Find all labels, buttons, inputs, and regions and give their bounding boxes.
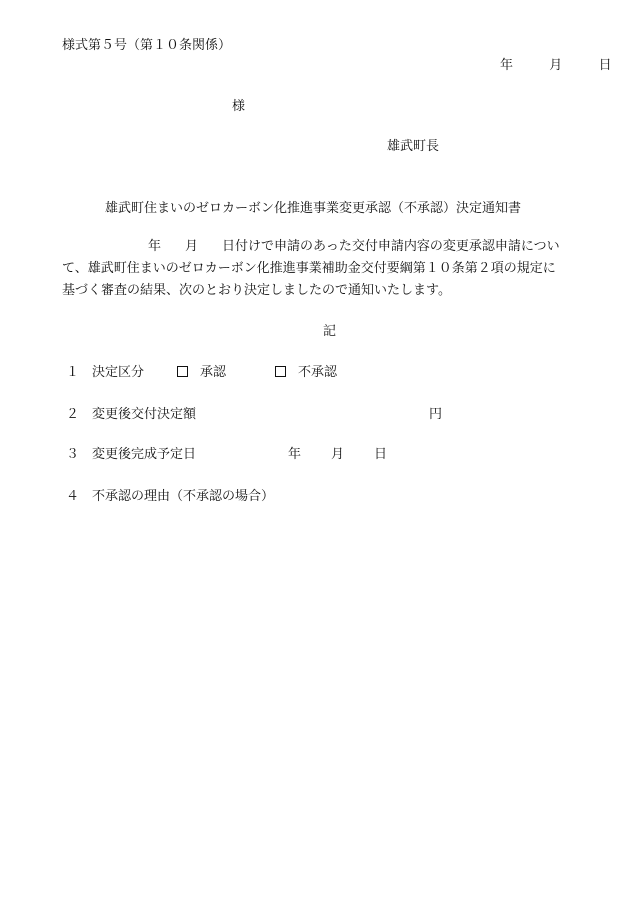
ki-heading: 記 bbox=[323, 324, 337, 339]
completion-day: 日 bbox=[374, 447, 388, 462]
item-number: ３ bbox=[66, 447, 80, 462]
item-decision-type bbox=[66, 361, 338, 380]
item-number: ２ bbox=[66, 407, 80, 422]
date-year: 年 bbox=[500, 58, 514, 73]
addressee-honorific: 様 bbox=[232, 99, 246, 114]
header-date bbox=[500, 54, 612, 73]
item-completion-date bbox=[66, 443, 388, 462]
item-changed-amount bbox=[66, 403, 443, 422]
approve-checkbox[interactable] bbox=[177, 366, 188, 377]
body-month: 月 bbox=[185, 239, 199, 254]
approve-label: 承認 bbox=[200, 365, 227, 380]
completion-year: 年 bbox=[288, 447, 302, 462]
completion-month: 月 bbox=[331, 447, 345, 462]
body-line-3: 基づく審査の結果、次のとおり決定しましたので通知いたします。 bbox=[62, 283, 451, 298]
date-month: 月 bbox=[549, 58, 563, 73]
body-line-1 bbox=[62, 236, 602, 258]
item-label: 変更後完成予定日 bbox=[92, 447, 197, 462]
body-year: 年 bbox=[148, 239, 162, 254]
item-number: ４ bbox=[66, 489, 80, 504]
document-title: 雄武町住まいのゼロカーボン化推進事業変更承認（不承認）決定通知書 bbox=[105, 201, 522, 216]
yen-unit: 円 bbox=[429, 407, 443, 422]
body-line-1-text: 日付けで申請のあった交付申請内容の変更承認申請につい bbox=[222, 239, 560, 254]
reject-label: 不承認 bbox=[298, 365, 338, 380]
option-approve[interactable] bbox=[177, 361, 226, 380]
form-number: 様式第５号（第１０条関係） bbox=[62, 38, 232, 53]
item-number: １ bbox=[66, 365, 80, 380]
item-rejection-reason bbox=[66, 485, 274, 504]
option-reject[interactable] bbox=[275, 361, 337, 380]
body-paragraph bbox=[62, 236, 602, 302]
date-day: 日 bbox=[598, 58, 612, 73]
body-line-2: て、雄武町住まいのゼロカーボン化推進事業補助金交付要綱第１０条第２項の規定に bbox=[62, 261, 556, 276]
item-label: 決定区分 bbox=[92, 365, 145, 380]
reject-checkbox[interactable] bbox=[275, 366, 286, 377]
item-label: 不承認の理由（不承認の場合） bbox=[92, 489, 275, 504]
issuer-name: 雄武町長 bbox=[387, 139, 440, 154]
item-label: 変更後交付決定額 bbox=[92, 407, 197, 422]
